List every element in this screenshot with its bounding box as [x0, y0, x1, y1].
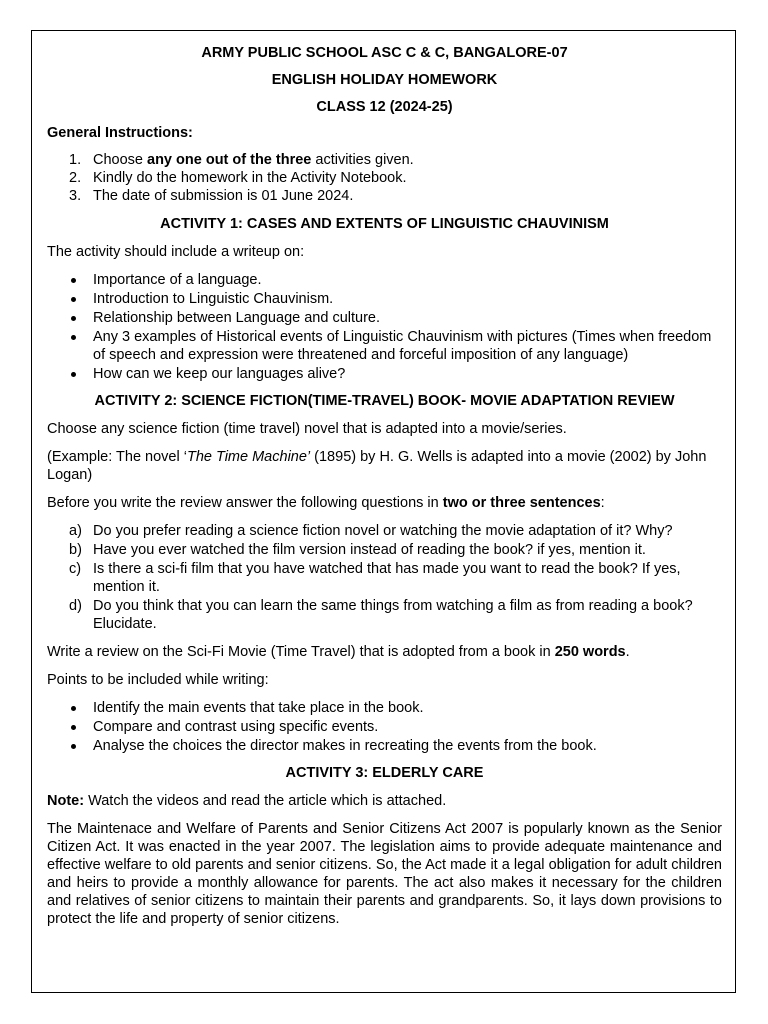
general-instructions-list: [47, 151, 722, 205]
list-item: How can we keep our languages alive?: [47, 365, 722, 383]
list-item: Analyse the choices the director makes in recreating the events from the book.: [47, 737, 722, 755]
bullet-icon: [71, 278, 76, 283]
activity3-note: Note: Watch the videos and read the article which is attached.: [47, 793, 447, 809]
list-item: Introduction to Linguistic Chauvinism.: [47, 290, 722, 308]
list-item: d) Do you think that you can learn the same things from watching a film as from reading a book? Elucidate.: [69, 598, 693, 632]
activity2-instruction: Before you write the review answer the following questions in two or three sentences:: [47, 495, 605, 511]
list-item: Relationship between Language and culture.: [47, 309, 722, 327]
class-title: CLASS 12 (2024-25): [316, 99, 453, 115]
general-instructions-heading: General Instructions:: [47, 125, 193, 141]
bullet-icon: [71, 744, 76, 749]
activity2-points-intro: Points to be included while writing:: [47, 672, 269, 688]
activity2-points: [47, 699, 722, 755]
activity2-review-instruction: Write a review on the Sci-Fi Movie (Time Travel) that is adopted from a book in 250 words.: [47, 644, 630, 660]
list-item: 3. The date of submission is 01 June 2024.: [69, 188, 354, 204]
activity2-heading: ACTIVITY 2: SCIENCE FICTION(TIME-TRAVEL) BOOK- MOVIE ADAPTATION REVIEW: [94, 393, 675, 409]
bullet-icon: [71, 297, 76, 302]
activity1-intro: The activity should include a writeup on:: [47, 244, 305, 260]
activity3-paragraph: The Maintenace and Welfare of Parents and Senior Citizens Act 2007 is popularly known as the Senior Citizen Act. It was enacted in the year 2007. The legislation aims to provide adequate maintenance and effective welfare to old parents and senior citizens. So, the Act made it a legal obligation for adult children and heirs to provide a monthly allowance for parents. The act also makes it necessary for the children and relatives of senior citizens to maintain their parents and grandparents. So, it lays down provisions to protect the life and property of senior citizens.: [47, 821, 722, 927]
list-item: Importance of a language.: [47, 271, 722, 289]
bullet-icon: [71, 706, 76, 711]
homework-title: ENGLISH HOLIDAY HOMEWORK: [271, 72, 498, 88]
activity1-list: [47, 271, 722, 383]
school-title: ARMY PUBLIC SCHOOL ASC C & C, BANGALORE-07: [201, 45, 568, 61]
list-item: 1. Choose any one out of the three activities given.: [69, 152, 414, 168]
activity2-intro: Choose any science fiction (time travel) novel that is adapted into a movie/series.: [47, 421, 567, 437]
activity1-heading: ACTIVITY 1: CASES AND EXTENTS OF LINGUISTIC CHAUVINISM: [160, 216, 609, 232]
list-item: a) Do you prefer reading a science fiction novel or watching the movie adaptation of it? Why?: [69, 523, 673, 539]
activity2-example: (Example: The novel ‘The Time Machine’ (1895) by H. G. Wells is adapted into a movie (2002) by John Logan): [47, 449, 707, 483]
bullet-icon: [71, 725, 76, 730]
activity3-heading: ACTIVITY 3: ELDERLY CARE: [285, 765, 484, 781]
activity2-questions: [47, 522, 722, 633]
list-item: Identify the main events that take place in the book.: [47, 699, 722, 717]
list-item: Any 3 examples of Historical events of Linguistic Chauvinism with pictures (Times when freedom of speech and expression were threatened and forceful imposition of any language): [47, 328, 722, 364]
bullet-icon: [71, 335, 76, 340]
bullet-icon: [71, 316, 76, 321]
list-item: 2. Kindly do the homework in the Activity Notebook.: [69, 170, 407, 186]
list-item: b) Have you ever watched the film version instead of reading the book? if yes, mention it.: [69, 542, 646, 558]
document-body: [47, 42, 722, 928]
list-item: Compare and contrast using specific events.: [47, 718, 722, 736]
bullet-icon: [71, 372, 76, 377]
list-item: c) Is there a sci-fi film that you have watched that has made you want to read the book? If yes, mention it.: [69, 561, 681, 595]
